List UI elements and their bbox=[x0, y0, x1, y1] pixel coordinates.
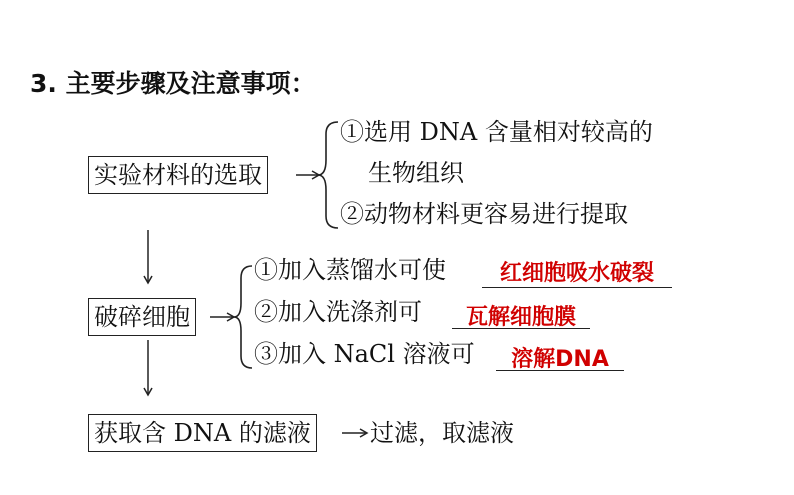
step2-item-2: ②加入洗涤剂可 bbox=[254, 298, 422, 326]
step2-item-3: ③加入 NaCl 溶液可 bbox=[254, 340, 475, 368]
step2-item-1: ①加入蒸馏水可使 bbox=[254, 256, 446, 284]
step-box-get-filtrate: 获取含 DNA 的滤液 bbox=[88, 414, 317, 452]
arrow-right-icon bbox=[210, 313, 234, 321]
arrow-down-icon bbox=[144, 340, 152, 395]
brace-icon bbox=[234, 266, 252, 368]
arrow-down-icon bbox=[144, 230, 152, 283]
step1-item-1-cont: 生物组织 bbox=[368, 159, 464, 187]
blank-underline bbox=[482, 287, 672, 288]
step1-item-1: ①选用 DNA 含量相对较高的 bbox=[340, 118, 653, 146]
step3-result: 过滤，取滤液 bbox=[370, 419, 514, 447]
answer-3: 溶解DNA bbox=[511, 347, 609, 372]
step-box-break-cells: 破碎细胞 bbox=[88, 298, 196, 336]
arrow-right-icon bbox=[296, 171, 319, 179]
arrow-right-icon bbox=[342, 429, 367, 437]
section-heading: 3. 主要步骤及注意事项： bbox=[30, 69, 316, 98]
step1-item-2: ②动物材料更容易进行提取 bbox=[340, 200, 628, 228]
blank-underline bbox=[496, 370, 624, 371]
answer-1: 红细胞吸水破裂 bbox=[499, 261, 654, 286]
step-box-material-selection: 实验材料的选取 bbox=[88, 156, 268, 194]
brace-icon bbox=[318, 122, 338, 228]
answer-2: 瓦解细胞膜 bbox=[465, 305, 576, 330]
blank-underline bbox=[452, 328, 590, 329]
